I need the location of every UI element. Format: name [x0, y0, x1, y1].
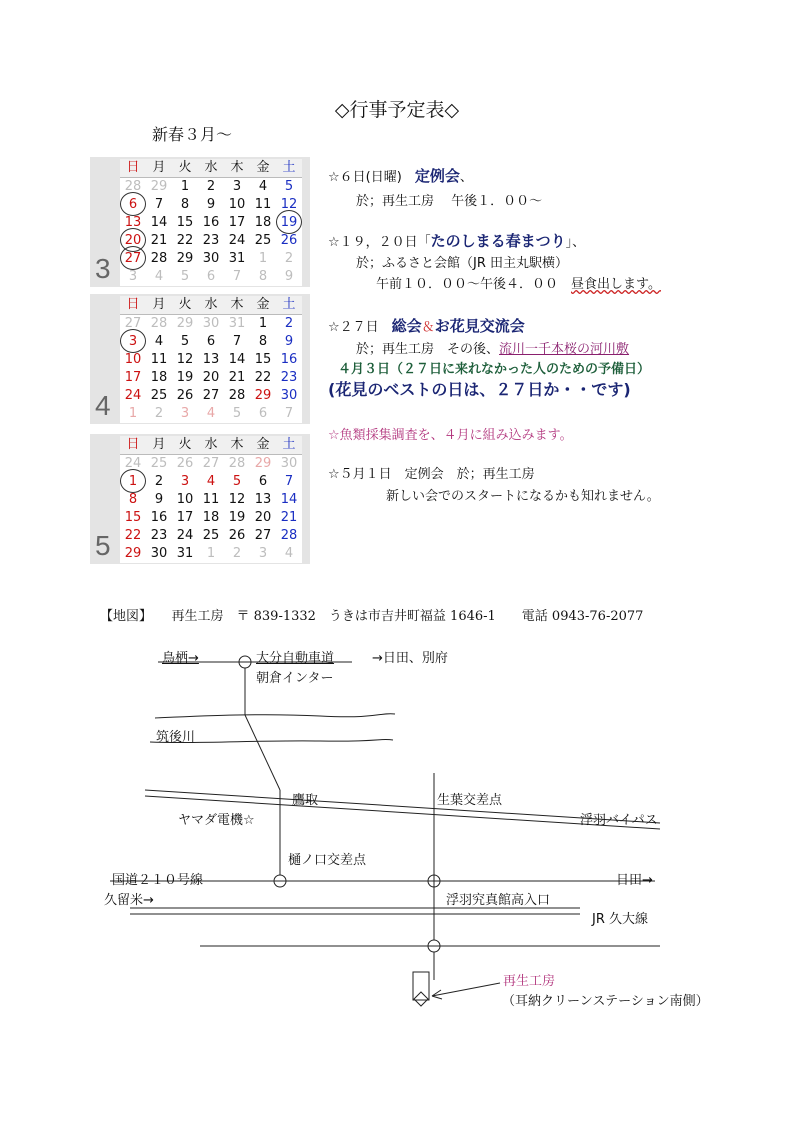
calendar-day: 29: [124, 546, 142, 561]
event-detail: [376, 273, 661, 292]
calendar-day: 6: [206, 334, 216, 349]
calendar-day: 19: [176, 370, 194, 385]
calendar-day: 27: [254, 528, 272, 543]
calendar-day: 9: [154, 492, 164, 507]
calendar-day: 2: [284, 251, 294, 266]
event-title: お花見交流会: [434, 317, 525, 335]
saisei-marker: [414, 992, 428, 1006]
calendar-day: 24: [124, 388, 142, 403]
calendar-weekday: 日: [120, 436, 146, 455]
calendar-day: 5: [232, 406, 242, 421]
calendar-grid: [120, 296, 302, 423]
calendar-weekday: 月: [146, 296, 172, 315]
calendar-day: 2: [232, 546, 242, 561]
calendar-day: 27: [124, 316, 142, 331]
map-label-hita: 日田→: [616, 873, 653, 888]
calendar-circle-mark: [120, 246, 146, 270]
calendar-day: 5: [232, 474, 242, 489]
calendar-day: 28: [124, 179, 142, 194]
map-label-hita-beppu: →日田、別府: [372, 651, 448, 666]
calendar-day: 6: [206, 269, 216, 284]
event-note: (花見のベストの日は、２７日か・・です): [328, 380, 631, 399]
event-spring-festival: [328, 230, 585, 251]
calendar-day: 23: [202, 233, 220, 248]
calendar-weekday: 金: [250, 159, 276, 178]
map-label-route210: 国道２１０号線: [112, 873, 204, 888]
calendar-grid: [120, 159, 302, 286]
calendar-day: 2: [154, 406, 164, 421]
calendar-day: 26: [228, 528, 246, 543]
calendar-day: 20: [202, 370, 220, 385]
map-label-tosu: 鳥栖→: [162, 651, 199, 666]
calendar-day: 2: [154, 474, 164, 489]
calendar-weekday: 日: [120, 159, 146, 178]
event-prefix: ☆２７日: [328, 320, 392, 335]
calendar-day: 3: [232, 179, 242, 194]
page-subtitle: 新春３月～: [152, 125, 233, 144]
calendar-day: 25: [150, 388, 168, 403]
calendar-day: 17: [124, 370, 142, 385]
map-header: 【地図】 再生工房 〒 839-1332 うきは市吉井町福益 1646-1 電話 0943-76-2077: [100, 609, 644, 624]
calendar-day: 23: [280, 370, 298, 385]
map-label-asakura: 朝倉インター: [256, 671, 334, 686]
calendar-day: 4: [206, 406, 216, 421]
calendar-day: 15: [176, 215, 194, 230]
calendar-day: 7: [284, 474, 294, 489]
event-prefix: ☆６日(日曜): [328, 170, 415, 185]
map-label-chikugo-river: 筑後川: [156, 730, 196, 745]
event-suffix: 、: [459, 170, 473, 185]
calendar-day: 23: [150, 528, 168, 543]
map-label-saisei: 再生工房: [503, 974, 556, 989]
calendar-day: 13: [202, 352, 220, 367]
calendar-day: 8: [180, 197, 190, 212]
map-label-kyushinkan: 浮羽究真館高入口: [446, 893, 551, 908]
calendar-day: 29: [254, 456, 272, 471]
calendar-circle-mark: [276, 210, 302, 234]
calendar-weekday: 木: [224, 436, 250, 455]
calendar-day: 5: [284, 179, 294, 194]
calendar-day: 14: [228, 352, 246, 367]
calendar-month-number: 5: [95, 530, 111, 561]
map-label-takatori: 鷹取: [292, 793, 319, 808]
road-line: [245, 715, 280, 790]
calendar-day: 5: [180, 334, 190, 349]
calendar-day: 11: [254, 197, 272, 212]
calendar-day: 30: [202, 316, 220, 331]
calendar-weekday: 木: [224, 296, 250, 315]
calendar-day: 1: [180, 179, 190, 194]
map-label-expressway: 大分自動車道: [256, 651, 335, 666]
calendar-day: 31: [228, 251, 246, 266]
calendar-weekday: 土: [276, 296, 302, 315]
calendar-day: 27: [124, 251, 142, 266]
event-prefix: ☆１９，２０日「: [328, 235, 431, 250]
calendar-day: 6: [258, 406, 268, 421]
calendar-month-number: 4: [95, 390, 111, 421]
calendar-day: 27: [202, 456, 220, 471]
calendar-day: 28: [280, 528, 298, 543]
calendar-weekday: 金: [250, 436, 276, 455]
event-detail: 於；再生工房 午後１．００～: [356, 194, 543, 209]
event-general-meeting: [328, 315, 525, 336]
calendar-day: 2: [284, 316, 294, 331]
calendar-day: 16: [150, 510, 168, 525]
map-label-ukiha-bypass: 浮羽バイパス: [580, 813, 658, 828]
calendar-day: 13: [254, 492, 272, 507]
event-detail: 於；ふるさと会館（JR 田主丸駅横）: [356, 256, 568, 271]
calendar-day: 15: [254, 352, 272, 367]
map-label-kurume: 久留米→: [104, 893, 154, 908]
calendar-grid: [120, 436, 302, 563]
calendar-day: 29: [254, 388, 272, 403]
calendar-day: 12: [176, 352, 194, 367]
calendar-day: 4: [154, 334, 164, 349]
calendar-day: 7: [232, 269, 242, 284]
calendar-weekday: 日: [120, 296, 146, 315]
map-label-ikuba: 生葉交差点: [437, 793, 503, 808]
calendar-day: 8: [258, 269, 268, 284]
calendar-day: 9: [284, 334, 294, 349]
calendar-day: 20: [254, 510, 272, 525]
calendar-circle-mark: [120, 469, 146, 493]
calendar-day: 29: [176, 316, 194, 331]
calendar-day: 28: [228, 456, 246, 471]
calendar-day: 4: [284, 546, 294, 561]
calendar-day: 6: [258, 474, 268, 489]
calendar-day: 22: [176, 233, 194, 248]
calendar-weekday: 土: [276, 436, 302, 455]
calendar-day: 2: [206, 179, 216, 194]
map-label-hinokuchi: 樋ノ口交差点: [288, 853, 367, 868]
calendar-day: 22: [254, 370, 272, 385]
calendar-day: 19: [280, 215, 298, 230]
calendar-day: 24: [228, 233, 246, 248]
event-title: 定例会: [414, 167, 460, 185]
calendar-day: 1: [258, 251, 268, 266]
pointer-line: [432, 983, 500, 996]
calendar-day: 12: [280, 197, 298, 212]
calendar-day: 24: [124, 456, 142, 471]
calendar-day: 3: [128, 269, 138, 284]
event-suffix: 」、: [565, 235, 586, 250]
calendar-day: 30: [202, 251, 220, 266]
calendar-day: 17: [228, 215, 246, 230]
calendar-weekday: 金: [250, 296, 276, 315]
calendar-day: 10: [124, 352, 142, 367]
calendar-day: 26: [176, 456, 194, 471]
calendar-day: 28: [150, 251, 168, 266]
calendar-day: 10: [176, 492, 194, 507]
calendar-day: 21: [228, 370, 246, 385]
calendar-day: 31: [176, 546, 194, 561]
calendar-day: 29: [150, 179, 168, 194]
calendar-day: 29: [176, 251, 194, 266]
event-title: たのしまる春まつり: [430, 232, 566, 250]
calendar-day: 27: [202, 388, 220, 403]
calendar-day: 1: [258, 316, 268, 331]
calendar-day: 3: [180, 406, 190, 421]
calendar-day: 9: [284, 269, 294, 284]
calendar-day: 11: [150, 352, 168, 367]
event-time: 午前１０．００～午後４．００: [376, 277, 572, 292]
event-amp: ＆: [421, 320, 435, 335]
map-label-jr-line: JR 久大線: [592, 912, 648, 927]
calendar-day: 13: [124, 215, 142, 230]
calendar-day: 3: [128, 334, 138, 349]
calendar-day: 7: [232, 334, 242, 349]
calendar-weekday: 水: [198, 296, 224, 315]
calendar-weekday: 土: [276, 159, 302, 178]
calendar-day: 6: [128, 197, 138, 212]
calendar-day: 12: [228, 492, 246, 507]
calendar-day: 26: [176, 388, 194, 403]
calendar-day: 30: [150, 546, 168, 561]
calendar-weekday: 火: [172, 296, 198, 315]
calendar-day: 7: [154, 197, 164, 212]
calendar-day: 24: [176, 528, 194, 543]
calendar-day: 1: [206, 546, 216, 561]
event-detail: 新しい会でのスタートになるかも知れません。: [386, 489, 660, 504]
calendar-weekday: 水: [198, 159, 224, 178]
calendar-day: 3: [180, 474, 190, 489]
calendar-day: 25: [150, 456, 168, 471]
calendar-weekday: 月: [146, 159, 172, 178]
page-title: ◇行事予定表◇: [334, 99, 460, 121]
calendar-day: 14: [280, 492, 298, 507]
calendar-weekday: 水: [198, 436, 224, 455]
calendar-day: 30: [280, 456, 298, 471]
calendar-day: 8: [128, 492, 138, 507]
calendar-march: [90, 157, 310, 287]
calendar-day: 1: [128, 406, 138, 421]
calendar-day: 28: [150, 316, 168, 331]
calendar-day: 31: [228, 316, 246, 331]
event-location: 流川一千本桜の河川敷: [499, 342, 630, 357]
calendar-day: 14: [150, 215, 168, 230]
event-venue: 於；再生工房 その後、: [356, 342, 500, 357]
calendar-day: 11: [202, 492, 220, 507]
event-detail: [356, 338, 629, 357]
calendar-day: 18: [150, 370, 168, 385]
calendar-circle-mark: [120, 192, 146, 216]
calendar-day: 25: [254, 233, 272, 248]
calendar-weekday: 火: [172, 436, 198, 455]
calendar-weekday: 木: [224, 159, 250, 178]
calendar-may: [90, 434, 310, 564]
calendar-day: 1: [128, 474, 138, 489]
calendar-day: 5: [180, 269, 190, 284]
calendar-day: 21: [280, 510, 298, 525]
calendar-circle-mark: [120, 329, 146, 353]
calendar-day: 18: [202, 510, 220, 525]
saisei-building: [413, 972, 429, 1000]
calendar-day: 25: [202, 528, 220, 543]
event-fish-survey: ☆魚類採集調査を、４月に組み込みます。: [328, 428, 573, 443]
calendar-day: 28: [228, 388, 246, 403]
calendar-day: 19: [228, 510, 246, 525]
calendar-day: 26: [280, 233, 298, 248]
event-lunch: 昼食出します。: [571, 277, 661, 292]
calendar-day: 17: [176, 510, 194, 525]
calendar-day: 4: [154, 269, 164, 284]
event-reserve-day: ４月３日（２７日に来れなかった人のための予備日）: [338, 362, 651, 377]
event-may-meeting: ☆５月１日 定例会 於；再生工房: [328, 467, 535, 482]
calendar-day: 16: [280, 352, 298, 367]
calendar-day: 16: [202, 215, 220, 230]
calendar-day: 21: [150, 233, 168, 248]
calendar-weekday: 月: [146, 436, 172, 455]
calendar-day: 30: [280, 388, 298, 403]
event-title: 総会: [391, 317, 422, 335]
calendar-weekday: 火: [172, 159, 198, 178]
calendar-day: 3: [258, 546, 268, 561]
calendar-april: [90, 294, 310, 424]
calendar-day: 22: [124, 528, 142, 543]
calendar-day: 15: [124, 510, 142, 525]
calendar-day: 10: [228, 197, 246, 212]
map-label-saisei-note: （耳納クリーンステーション南側）: [502, 994, 709, 1009]
calendar-day: 7: [284, 406, 294, 421]
calendar-day: 8: [258, 334, 268, 349]
calendar-day: 18: [254, 215, 272, 230]
map-label-yamada: ヤマダ電機☆: [178, 813, 255, 828]
calendar-day: 9: [206, 197, 216, 212]
river-line: [155, 714, 395, 718]
calendar-month-number: 3: [95, 253, 111, 284]
event-regular-meeting: [328, 165, 473, 186]
calendar-day: 20: [124, 233, 142, 248]
calendar-day: 4: [258, 179, 268, 194]
calendar-day: 4: [206, 474, 216, 489]
